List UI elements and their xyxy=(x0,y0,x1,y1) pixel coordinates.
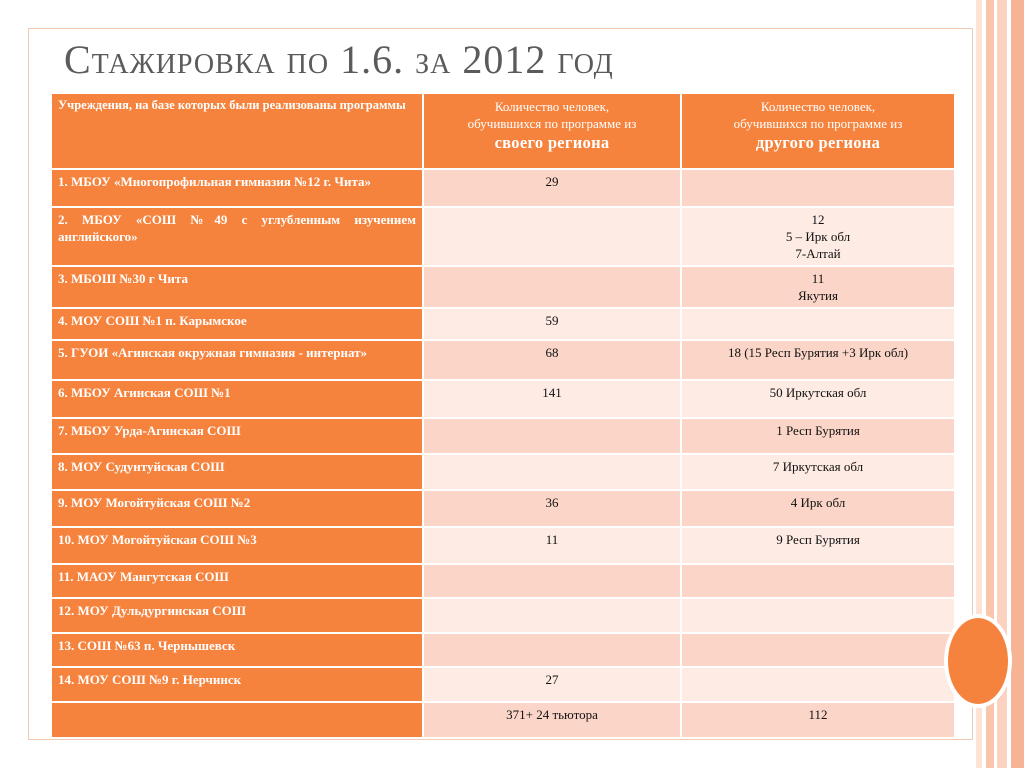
other-region-count: 7 Иркутская обл xyxy=(682,455,954,489)
other-region-count xyxy=(682,599,954,632)
decorative-circle xyxy=(944,614,1012,708)
table-row xyxy=(52,309,954,339)
other-region-count-line: 12 xyxy=(811,212,825,227)
institution-name: 14. МОУ СОШ №9 г. Нерчинск xyxy=(52,668,422,701)
institution-name: 1. МБОУ «Многопрофильная гимназия №12 г. Чита» xyxy=(52,170,422,206)
institution-name: 12. МОУ Дульдургинская СОШ xyxy=(52,599,422,632)
table-total-row xyxy=(52,703,954,737)
total-label xyxy=(52,703,422,737)
own-region-count xyxy=(424,565,680,597)
header-other-line1: Количество человек, xyxy=(760,99,876,114)
institution-name: 8. МОУ Судунтуйская СОШ xyxy=(52,455,422,489)
table-row xyxy=(52,381,954,417)
table-row xyxy=(52,208,954,265)
table-row xyxy=(52,170,954,206)
institution-name: 3. МБОШ №30 г Чита xyxy=(52,267,422,307)
header-own-region-label: своего региона xyxy=(494,133,610,152)
own-region-count: 36 xyxy=(424,491,680,526)
table-header-row xyxy=(52,94,954,168)
other-region-count xyxy=(682,208,954,265)
institution-name: 4. МОУ СОШ №1 п. Карымское xyxy=(52,309,422,339)
own-region-count xyxy=(424,419,680,453)
own-region-count xyxy=(424,267,680,307)
table-row xyxy=(52,599,954,632)
other-region-count: 4 Ирк обл xyxy=(682,491,954,526)
own-region-count: 68 xyxy=(424,341,680,379)
own-region-count xyxy=(424,634,680,666)
other-region-count xyxy=(682,565,954,597)
other-region-count xyxy=(682,267,954,307)
own-region-count: 27 xyxy=(424,668,680,701)
other-region-count: 9 Респ Бурятия xyxy=(682,528,954,563)
table-row xyxy=(52,668,954,701)
other-region-count: 1 Респ Бурятия xyxy=(682,419,954,453)
institution-name: 7. МБОУ Урда-Агинская СОШ xyxy=(52,419,422,453)
institution-name: 13. СОШ №63 п. Чернышевск xyxy=(52,634,422,666)
institution-name: 5. ГУОИ «Агинская окружная гимназия - интернат» xyxy=(52,341,422,379)
other-region-count-line: 11 xyxy=(811,271,825,286)
other-region-count xyxy=(682,170,954,206)
institution-name: 2. МБОУ «СОШ №49 с углубленным изучением английского» xyxy=(52,208,422,265)
own-region-count: 59 xyxy=(424,309,680,339)
internship-table xyxy=(50,92,956,739)
other-region-count-line: 7-Алтай xyxy=(795,246,841,261)
table-row xyxy=(52,419,954,453)
header-institutions: Учреждения, на базе которых были реализованы программы xyxy=(52,94,422,168)
header-other-line2: обучившихся по программе из xyxy=(733,116,903,131)
table-row xyxy=(52,528,954,563)
institution-name: 9. МОУ Могойтуйская СОШ №2 xyxy=(52,491,422,526)
table-row xyxy=(52,634,954,666)
own-region-count: 141 xyxy=(424,381,680,417)
own-region-count: 11 xyxy=(424,528,680,563)
institution-name: 10. МОУ Могойтуйская СОШ №3 xyxy=(52,528,422,563)
other-region-count-line: Якутия xyxy=(798,288,838,303)
institution-name: 11. МАОУ Мангутская СОШ xyxy=(52,565,422,597)
other-region-count: 50 Иркутская обл xyxy=(682,381,954,417)
other-region-count: 18 (15 Респ Бурятия +3 Ирк обл) xyxy=(682,341,954,379)
page-title: Стажировка по 1.6. за 2012 год xyxy=(64,37,614,82)
institution-name: 6. МБОУ Агинская СОШ №1 xyxy=(52,381,422,417)
total-own-region: 371+ 24 тьютора xyxy=(424,703,680,737)
header-own-region xyxy=(424,94,680,168)
total-other-region: 112 xyxy=(682,703,954,737)
other-region-count xyxy=(682,309,954,339)
header-other-region xyxy=(682,94,954,168)
table-row xyxy=(52,341,954,379)
table-row xyxy=(52,565,954,597)
other-region-count-line: 5 – Ирк обл xyxy=(785,229,851,244)
other-region-count xyxy=(682,668,954,701)
other-region-count xyxy=(682,634,954,666)
own-region-count: 29 xyxy=(424,170,680,206)
own-region-count xyxy=(424,599,680,632)
table-row xyxy=(52,267,954,307)
own-region-count xyxy=(424,455,680,489)
header-own-line1: Количество человек, xyxy=(494,99,610,114)
header-other-region-label: другого региона xyxy=(755,133,881,152)
table-row xyxy=(52,455,954,489)
table-row xyxy=(52,491,954,526)
header-own-line2: обучившихся по программе из xyxy=(467,116,637,131)
own-region-count xyxy=(424,208,680,265)
